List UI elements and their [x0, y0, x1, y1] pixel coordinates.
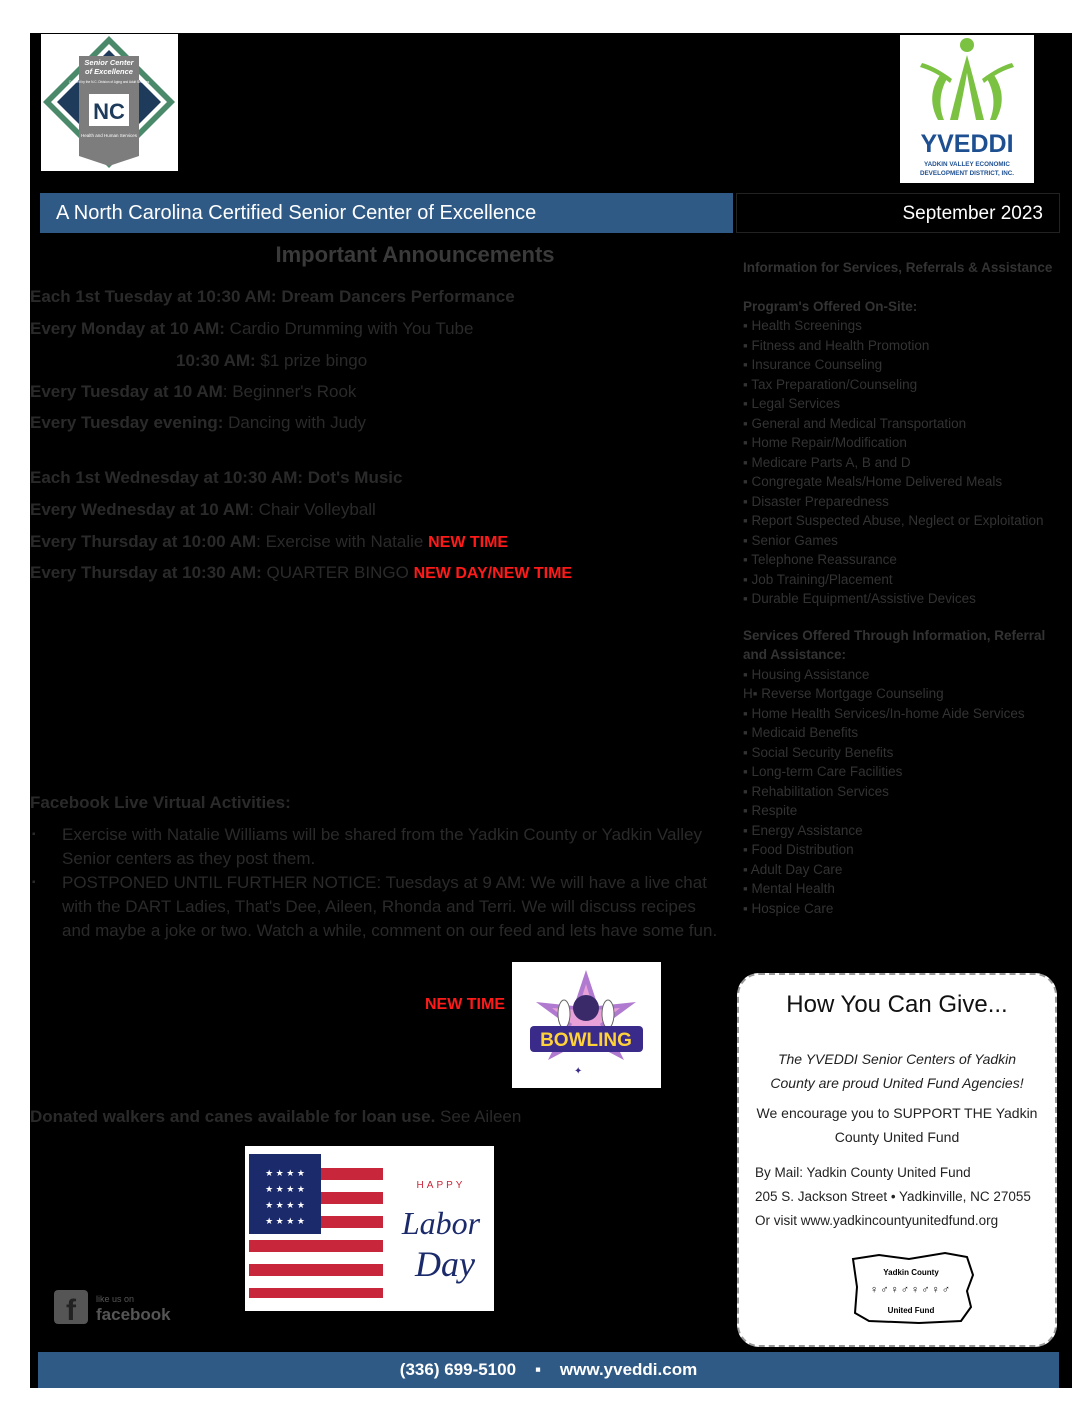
sidebar-referral-heading: Services Offered Through Information, Referral and Assistance: [743, 627, 1046, 662]
program-item: ▪ Fitness and Health Promotion [743, 337, 930, 353]
announcement-label: Each 1st Wednesday at 10:30 AM: Dot's Music [30, 468, 403, 487]
announcement-text: : Chair Volleyball [249, 500, 376, 519]
nc-senior-center-seal [41, 34, 178, 171]
give-mail-line: 205 S. Jackson Street • Yadkinville, NC 27055 [755, 1189, 1031, 1204]
nc-seal-graphic [41, 34, 178, 171]
uf-line2: United Fund [887, 1306, 935, 1315]
svg-text:★ ★ ★ ★: ★ ★ ★ ★ [265, 1168, 305, 1178]
bowling-label: BOWLING [540, 1030, 632, 1051]
program-item: ▪ Health Screenings [743, 318, 862, 333]
program-item: ▪ General and Medical Transportation [743, 415, 967, 431]
how-you-can-give-box [737, 973, 1057, 1347]
announcements-title: Important Announcements [275, 242, 555, 267]
labor-word: Labor [401, 1205, 481, 1241]
announcement-item [30, 563, 572, 583]
referral-item: ▪ Housing Assistance [743, 666, 870, 682]
give-website-link[interactable]: Or visit www.yadkincountyunitedfund.org [755, 1213, 999, 1228]
program-item: ▪ Home Repair/Modification [743, 435, 907, 450]
program-item: ▪ Telephone Reassurance [743, 552, 897, 567]
program-item: ▪ Congregate Meals/Home Delivered Meals [743, 474, 1003, 489]
svg-text:♀♂♀♂♀♂♀♂: ♀♂♀♂♀♂♀♂ [870, 1284, 952, 1296]
program-item: ▪ Senior Games [743, 532, 838, 548]
facebook-badge-line1: like us on [96, 1294, 135, 1304]
referral-item: ▪ Energy Assistance [743, 822, 863, 838]
facebook-live-item: ▪ POSTPONED UNTIL FURTHER NOTICE: Tuesdays at 9 AM: We will have a live chat with the DART Ladies, That's Dee, Aileen, Rhonda and Terri. We will discuss recipes and maybe a joke or two. Watch a while, comment on our feed and lets have some fun. [30, 871, 720, 943]
yveddi-logo [900, 35, 1034, 183]
facebook-live-item: ▪ Exercise with Natalie Williams will be shared from the Yadkin County or Yadkin Valley Senior centers as they post them. [30, 823, 720, 871]
facebook-live-list [30, 823, 720, 943]
program-item: ▪ Durable Equipment/Assistive Devices [743, 591, 976, 606]
announcement-text: Dancing with Judy [223, 413, 367, 432]
united-fund-logo [849, 1251, 979, 1327]
facebook-live-heading: Facebook Live Virtual Activities: [30, 793, 291, 812]
give-mail-line: By Mail: Yadkin County United Fund [755, 1165, 971, 1180]
issue-date: September 2023 [736, 193, 1060, 233]
referral-item: ▪ Mental Health [743, 881, 835, 896]
announcement-item [176, 351, 367, 371]
program-item: ▪ Insurance Counseling [743, 357, 883, 372]
footer-phone[interactable]: (336) 699-5100 [399, 1360, 517, 1379]
footer-separator: ▪ [534, 1360, 541, 1379]
announcement-item [30, 532, 508, 552]
announcement-label: Every Wednesday at 10 AM [30, 500, 250, 519]
referral-item: ▪ Long-term Care Facilities [743, 764, 903, 779]
referral-item: ▪ Home Health Services/In-home Aide Services [743, 705, 1025, 721]
labor-day-graphic [245, 1146, 494, 1311]
header-banner: A North Carolina Certified Senior Center of Excellence [40, 193, 733, 233]
services-sidebar [743, 258, 1065, 918]
announcement-label: 10:30 AM: [176, 351, 256, 370]
seal-line4: Health and Human Services [80, 133, 138, 138]
seal-line3: Certified by the N.C. Division of Aging and Adult Services [68, 80, 150, 84]
referral-item: H▪ Reverse Mortgage Counseling [743, 686, 944, 701]
announcement-label: Every Monday at 10 AM: [30, 319, 225, 338]
seal-line2: of Excellence [85, 67, 133, 76]
referral-item: ▪ Adult Day Care [743, 861, 843, 877]
walkers-label: Donated walkers and canes available for loan use. [30, 1107, 436, 1126]
svg-text:★ ★ ★ ★: ★ ★ ★ ★ [265, 1200, 305, 1210]
newsletter-page [30, 33, 1072, 1388]
give-title: How You Can Give... [786, 991, 1008, 1018]
program-item: ▪ Disaster Preparedness [743, 493, 889, 509]
facebook-badge[interactable] [54, 1288, 194, 1328]
svg-text:f: f [66, 1294, 76, 1327]
announcement-item [30, 382, 356, 402]
sidebar-programs-heading: Program's Offered On-Site: [743, 298, 918, 314]
facebook-badge-line2: facebook [96, 1305, 171, 1324]
announcement-text: QUARTER BINGO [261, 563, 414, 582]
announcement-text: $1 prize bingo [255, 351, 368, 370]
referral-item: ▪ Rehabilitation Services [743, 783, 889, 799]
program-item: ▪ Report Suspected Abuse, Neglect or Exploitation [743, 513, 1044, 528]
give-italic-text: The YVEDDI Senior Centers of Yadkin County are proud United Fund Agencies! [770, 1051, 1024, 1091]
labor-day-illustration [245, 1146, 494, 1311]
svg-text:★ ★ ★ ★: ★ ★ ★ ★ [265, 1184, 305, 1194]
announcement-item [30, 413, 366, 433]
bowling-illustration [512, 962, 661, 1088]
announcement-item [30, 287, 515, 307]
seal-mark: NC [93, 99, 125, 124]
new-time-flag: NEW TIME [428, 534, 509, 551]
facebook-icon [54, 1288, 194, 1328]
announcement-text: : Exercise with Natalie [256, 532, 429, 551]
announcement-text: Cardio Drumming with You Tube [224, 319, 474, 338]
program-item: ▪ Tax Preparation/Counseling [743, 376, 918, 392]
yveddi-logo-graphic [900, 35, 1034, 183]
referral-item: ▪ Respite [743, 803, 798, 818]
bowling-new-time-flag: NEW TIME [425, 996, 505, 1013]
program-item: ▪ Legal Services [743, 396, 841, 411]
footer-website-link[interactable]: www.yveddi.com [559, 1360, 698, 1379]
seal-line1: Senior Center [84, 58, 134, 67]
yveddi-sub2: DEVELOPMENT DISTRICT, INC. [919, 170, 1015, 177]
announcement-label: Every Tuesday at 10 AM [30, 382, 223, 401]
yveddi-sub1: YADKIN VALLEY ECONOMIC [924, 161, 1010, 168]
announcement-label: Every Thursday at 10:00 AM [30, 532, 257, 551]
announcement-item [30, 468, 403, 488]
yveddi-name: YVEDDI [920, 130, 1014, 158]
give-body-text: We encourage you to SUPPORT THE Yadkin County United Fund [756, 1105, 1038, 1145]
announcement-text: : Beginner's Rook [222, 382, 357, 401]
labor-happy: HAPPY [416, 1180, 466, 1191]
give-mail-info [755, 1161, 1055, 1233]
united-fund-graphic [849, 1251, 979, 1327]
sidebar-info-heading: Information for Services, Referrals & Assistance [743, 260, 1053, 275]
referral-item: ▪ Food Distribution [743, 842, 854, 857]
walkers-text: See Aileen [435, 1107, 522, 1126]
announcement-label: Every Thursday at 10:30 AM: [30, 563, 262, 582]
uf-line1: Yadkin County [883, 1268, 939, 1277]
svg-text:★ ★ ★ ★: ★ ★ ★ ★ [265, 1216, 305, 1226]
new-day-time-flag: NEW DAY/NEW TIME [413, 565, 573, 582]
referral-item: ▪ Social Security Benefits [743, 744, 894, 760]
announcement-label: Each 1st Tuesday at 10:30 AM: Dream Dancers Performance [30, 287, 515, 306]
walkers-notice [30, 1107, 521, 1127]
referral-item: ▪ Medicaid Benefits [743, 725, 859, 740]
program-item: ▪ Job Training/Placement [743, 571, 893, 587]
footer-bar [38, 1352, 1059, 1388]
announcement-label: Every Tuesday evening: [30, 413, 224, 432]
referral-item: ▪ Hospice Care [743, 900, 834, 916]
day-word: Day [415, 1244, 475, 1284]
bowling-graphic [512, 962, 661, 1088]
announcement-item [30, 319, 473, 339]
announcement-item [30, 500, 376, 520]
program-item: ▪ Medicare Parts A, B and D [743, 454, 911, 470]
svg-text:✦: ✦ [574, 1066, 583, 1077]
